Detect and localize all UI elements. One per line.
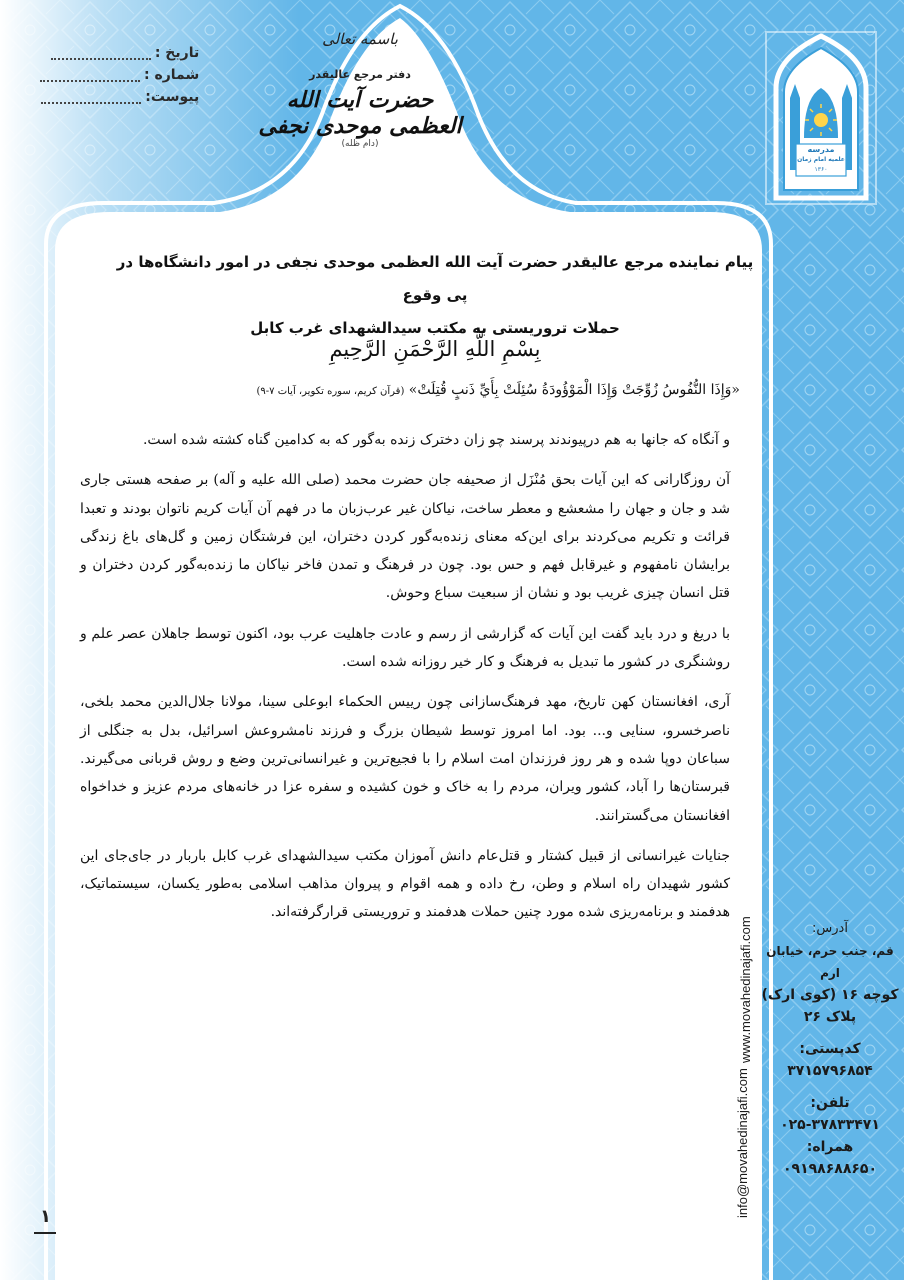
email-link[interactable]: info@movahedinajafi.com: [735, 1068, 750, 1218]
date-dots: [51, 46, 151, 60]
quran-verse: «وَإِذَا النُّفُوسُ زُوِّجَتْ وَإِذَا الْمَوْؤُودَةُ سُئِلَتْ بِأَيِّ ذَنبٍ قُتِلَتْ»: [408, 382, 740, 398]
date-label: تاریخ :: [154, 45, 200, 61]
attachment-label: پیوست:: [145, 89, 200, 105]
contact-info: [760, 918, 900, 1180]
address-line-1: قم، جنب حرم، خیابان ارم: [766, 944, 894, 980]
bismihi-calligraphy: باسمه تعالی: [322, 30, 398, 48]
postal-value: ۳۷۱۵۷۹۶۸۵۴: [787, 1063, 873, 1079]
logo-emblem-icon: [762, 28, 880, 208]
number-dots: [40, 68, 140, 82]
address-line-3: پلاک ۲۶: [803, 1009, 857, 1025]
page-number-underline: [34, 1232, 56, 1234]
letterhead: [255, 30, 465, 149]
address-label: آدرس:: [812, 921, 848, 936]
quran-verse-line: [80, 382, 740, 398]
authority-name: حضرت آیت الله العظمی موحدی نجفی: [258, 87, 462, 139]
office-label: دفتر مرجع عالیقدر: [309, 68, 411, 81]
paragraph-3: با دریغ و درد باید گفت این آیات که گزارشی از رسم و عادت جاهلیت عرب بود، اکنون توسط جاهلان عصر علم و روشنگری در کشور ما تبدیل به فرهنگ و کار خیر روزانه شده است.: [80, 625, 730, 671]
quran-reference: (قرآن کریم، سوره تکویر، آیات ۷-۹): [256, 386, 405, 397]
phone-value[interactable]: ۰۲۵-۳۷۸۳۳۴۷۱: [780, 1117, 880, 1133]
logo-year: ۱۳۶۰: [814, 166, 828, 173]
paragraph-5: جنایات غیرانسانی از قبیل کشتار و قتل‌عام دانش آموزان مکتب سیدالشهدای غرب کابل باربار در جای‌جای این کشور شهیدان راه اسلام و وطن، رخ داده و همه اقوام و پیروان مذاهب اسلامی به‌طور یکسان، سیستماتیک، هدفمند و برنامه‌ریزی شده مورد چنین حملات هدفمند و تروریستی قرارگرفته‌اند.: [80, 847, 730, 921]
seminary-logo: [762, 28, 880, 208]
document-meta: [40, 42, 199, 108]
number-label: شماره :: [144, 67, 200, 83]
message-title: [105, 246, 765, 345]
website-vertical: [738, 815, 756, 1063]
logo-text: [796, 145, 846, 175]
attachment-row: [40, 86, 199, 108]
number-row: [40, 64, 199, 86]
logo-text-school: مدرسه: [807, 145, 835, 154]
paragraph-4: آری، افغانستان کهن تاریخ، مهد فرهنگ‌سازانی چون رییس الحکماء ابوعلی سینا، مولانا جلال‌الدین محمد بلخی، ناصرخسرو، سنایی و... بود. اما امروز توسط شیطان بزرگ و فرزند نامشروعش اسرائیل، بدل به جنگلی از سباعان دوپا شده و هر روز فرزندان امت اسلام را با فجیع‌ترین و غیرانسانی‌ترین وضع و روش قربانی می‌گیرند. قبرستان‌ها را آباد، کشور ویران، مردم را به خاک و خون کشیده و سفره عزا در خانه‌های مردم عزیز و خداخواه افغانستان می‌گسترانند.: [80, 694, 730, 824]
attachment-dots: [41, 90, 141, 104]
message-body: [80, 426, 730, 939]
paragraph-1: و آنگاه که جانها به هم درپیوندند پرسند چو زان دخترک زنده به‌گور که به کدامین گناه کشته شده است.: [142, 432, 730, 448]
paragraph-2: آن روزگارانی که این آیات بحق مُنْزَل از صحیفه جان حضرت محمد (صلی الله علیه و آله) بر صفحه هستی جاری شد و جان و جهان را مشعشع و معطر ساخت، نیاکان غیر عرب‌زبان ما در فهم آن آیات کریم ناتوان بودند و تعبدا قرائت و تکریم می‌کردند برای این‌که معنای زنده‌به‌گور کردن دختران، این فرشتگان زمین و گل‌های باغ زندگی برایشان نامفهوم و غیرقابل فهم و حس بود. چون در فرهنگ و تمدن فاخر نیاکان ما زنده‌به‌گور کردن دختران و قتل انسان چیزی غریب بود و نشان از سبعیت سباع وحوش.: [80, 472, 730, 602]
postal-label: کدپستی:: [799, 1041, 861, 1057]
basmala: بِسْمِ اللَّهِ الرَّحْمَنِ الرَّحِيمِ: [329, 337, 541, 361]
mobile-label: همراه:: [806, 1139, 854, 1155]
title-line-2: حملات تروریستی به مکتب سیدالشهدای غرب کابل: [250, 319, 620, 337]
authority-suffix: (دام ظله): [341, 139, 379, 149]
date-row: [40, 42, 199, 64]
logo-text-name: علمیه امام زمان: [797, 156, 845, 163]
mobile-value[interactable]: ۰۹۱۹۸۶۸۸۶۵۰: [783, 1161, 877, 1177]
title-line-1: پیام نماینده مرجع عالیقدر حضرت آیت الله العظمی موحدی نجفی در امور دانشگاه‌ها در پی وقوع: [116, 253, 754, 304]
email-vertical: [735, 1030, 753, 1218]
page-number: ۱: [40, 1206, 51, 1227]
phone-label: تلفن:: [810, 1095, 850, 1111]
address-line-2: کوچه ۱۶ (کوی ارک): [761, 987, 899, 1003]
website-link[interactable]: www.movahedinajafi.com: [738, 916, 753, 1063]
